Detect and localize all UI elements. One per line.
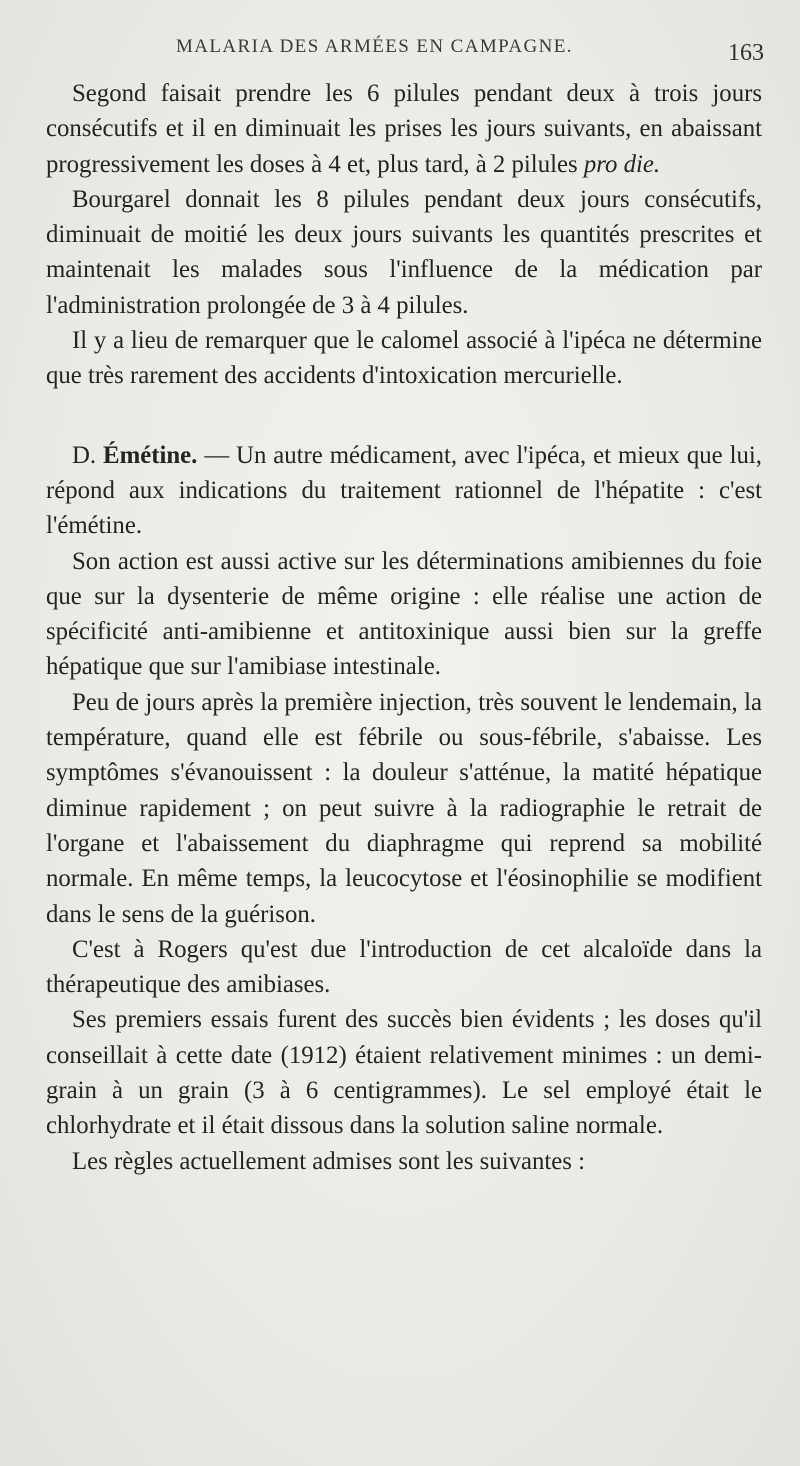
running-head: MALARIA DES ARMÉES EN CAMPAGNE. [176, 36, 573, 57]
page-number: 163 [728, 40, 764, 66]
page-body [46, 76, 762, 1179]
paragraph-bourgarel: Bourgarel donnait les 8 pilules pendant deux jours consécutifs, diminuait de moitié les deux jours suivants les quantités prescrites et maintenait les malades sous l'influence de la médication par l'administration prolongée de 3 à 4 pilules. [46, 185, 762, 319]
section-label: D. [72, 441, 104, 469]
paragraph-essais: Ses premiers essais furent des succès bien évidents ; les doses qu'il conseillait à cette date (1912) étaient relativement minimes : un demi-grain à un grain (3 à 6 centigrammes). Le sel employé était le chlorhydrate et il était dissous dans la solution saline normale. [46, 1006, 762, 1140]
paragraph-action: Son action est aussi active sur les déterminations amibiennes du foie que sur la dysenterie de même origine : elle réalise une action de spécificité anti-amibienne et antitoxinique aussi bien sur la greffe hépatique que sur l'amibiase intestinale. [46, 547, 762, 681]
paragraph-text: — Un autre médicament, avec l'ipéca, et mieux que lui, répond aux indications du traitement rationnel de l'hépatite : c'est l'émétine. [46, 441, 762, 540]
paragraph-calomel: Il y a lieu de remarquer que le calomel associé à l'ipéca ne détermine que très rarement des accidents d'intoxication mercurielle. [46, 327, 762, 390]
italic-phrase: pro die. [583, 150, 661, 178]
paragraph-regles: Les règles actuellement admises sont les suivantes : [72, 1147, 586, 1175]
paragraph-injection: Peu de jours après la première injection, très souvent le lendemain, la température, quand elle est fébrile ou sous-fébrile, s'abaisse. Les symptômes s'évanouissent : la douleur s'atténue, la matité hépatique diminue rapidement ; on peut suivre à la radiographie le retrait de l'organe et l'abaissement du diaphragme qui reprend sa mobilité normale. En même temps, la leucocytose et l'éosinophilie se modifient dans le sens de la guérison. [46, 688, 762, 928]
paragraph-segond [46, 76, 762, 182]
section-emetine [46, 438, 762, 544]
section-title: Émétine. [103, 441, 198, 469]
paragraph-rogers: C'est à Rogers qu'est due l'introduction de cet alcaloïde dans la thérapeutique des amibiases. [46, 935, 762, 999]
paragraph-text: Segond faisait prendre les 6 pilules pendant deux à trois jours consécutifs et il en diminuait les prises les jours suivants, en abaissant progressivement les doses à 4 et, plus tard, à 2 pilules [46, 80, 762, 178]
